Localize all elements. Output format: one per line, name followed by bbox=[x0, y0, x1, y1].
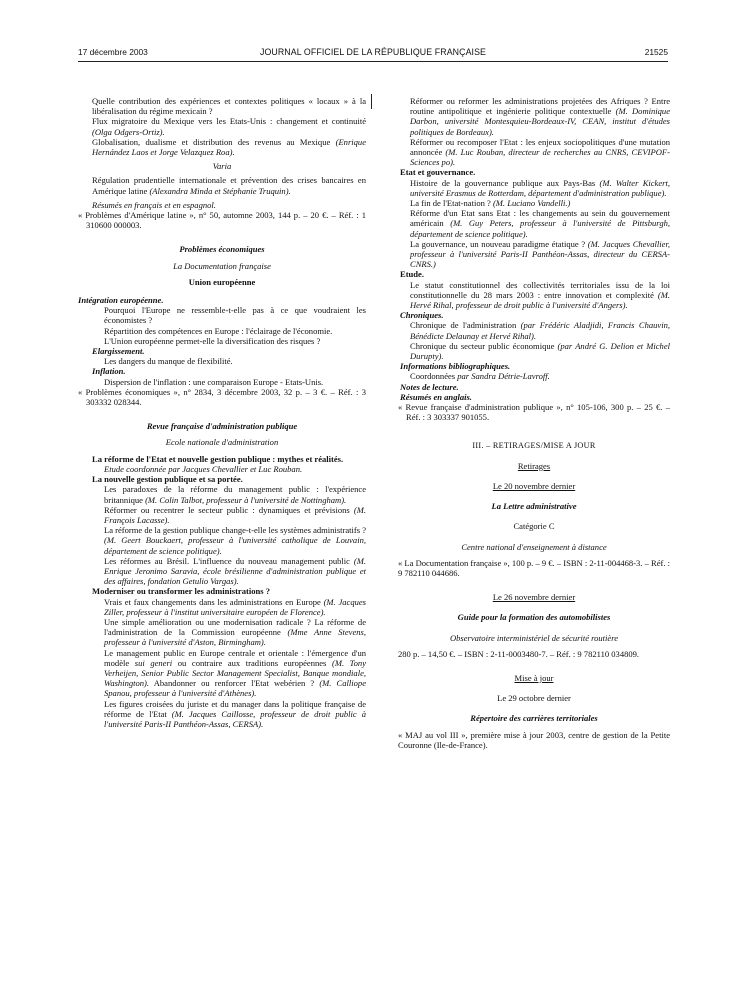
entry: Réformer ou recomposer l'Etat : les enjeux sociopolitiques d'une mutation annoncée (M. Luc Rouban, directeur de recherches au CNRS, CEVIPOF-Sciences po). bbox=[410, 136, 670, 168]
section-title: Union européenne bbox=[188, 276, 256, 287]
column-divider bbox=[371, 94, 372, 109]
header-rule bbox=[78, 61, 668, 62]
entry: Chronique de l'administration (par Frédéric Aladjidi, Francis Chauvin, Bénédicte Delaunay et Hervé Rihal). bbox=[410, 320, 670, 341]
publisher: Centre national d'enseignement à distance bbox=[461, 541, 607, 552]
entry: Répartition des compétences en Europe : l'éclairage de l'économie. bbox=[104, 325, 333, 336]
section-heading: III. – RETIRAGES/MISE A JOUR bbox=[472, 440, 596, 450]
header-date: 17 décembre 2003 bbox=[78, 47, 148, 57]
entry: L'Union européenne permet-elle la diversification des risques ? bbox=[104, 335, 321, 346]
publication-title: Revue française d'administration publique bbox=[146, 421, 298, 432]
subsection: Intégration européenne. bbox=[78, 295, 164, 306]
entry: Réformer ou recentrer le secteur public : dynamiques et prévisions (M. François Lacasse). bbox=[104, 504, 366, 525]
publication-title: La Lettre administrative bbox=[491, 501, 577, 512]
entry: Une simple amélioration ou une modernisation radicale ? La réforme de l'administration de la Commission européenne (Mme Anne Stevens, professeur à l'université d'Aston, Birmingham). bbox=[104, 616, 366, 648]
reference: 280 p. – 14,50 €. – ISBN : 2-11-0003480-7. – Réf. : 9 782110 034809. bbox=[398, 648, 640, 659]
subsection: Elargissement. bbox=[92, 346, 145, 357]
reference: « La Documentation française », 100 p. – 9 €. – ISBN : 2-11-004468-3. – Réf. : 9 782110 044686. bbox=[398, 557, 670, 578]
reference: « Problèmes d'Amérique latine », n° 50, automne 2003, 144 p. – 20 €. – Réf. : 1 310600 000003. bbox=[78, 210, 366, 231]
reference: « Problèmes économiques », n° 2834, 3 décembre 2003, 32 p. – 3 €. – Réf. : 3 303332 028344. bbox=[78, 386, 366, 408]
entry: Chronique du secteur public économique (par André G. Delion et Michel Durupty). bbox=[410, 340, 671, 362]
publication-title: Répertoire des carrières territoriales bbox=[470, 713, 598, 724]
entry: Réformer ou reformer les administrations projetées des Afriques ? Entre routine antipolitique et ingénierie politique contextuelle (M. Dominique Darbon, université Montesquieu-Bordeaux-IV, CEAN, institut d'études politiques de Bordeaux). bbox=[410, 96, 670, 137]
subsection: La réforme de l'Etat et nouvelle gestion publique : mythes et réalités. bbox=[92, 453, 344, 464]
entry: Quelle contribution des expériences et contextes politiques « locaux » à la libéralisation du régime mexicain ? bbox=[92, 96, 366, 117]
entry: Les figures croisées du juriste et du manager dans la politique française de réforme de l'Etat (M. Jacques Caillosse, professeur de droit public à l'université Paris-II Panthéon-Assas, CERSA). bbox=[104, 698, 366, 729]
entry: Le management public en Europe centrale et orientale : l'émergence d'un modèle sui generi ou contraire aux traditions européennes (M. Tony Verheijen, Senior Public Sector Management Specialist, Banque mondiale, Washington). Abandonner ou renforcer l'Etat webérien ? (M. Calliope Spanou, professeur à l'université d'Athènes). bbox=[104, 647, 366, 699]
entry: Les dangers du manque de flexibilité. bbox=[104, 356, 233, 367]
entry: Le statut constitutionnel des collectivités territoriales issu de la loi constitutionnelle du 28 mars 2003 : entre innovation et complexité (M. Hervé Rihal, professeur de droit public à l'université d'Angers). bbox=[410, 279, 670, 311]
reference: « MAJ au vol III », première mise à jour 2003, centre de gestion de la Petite Couronne (Ile-de-France). bbox=[398, 729, 670, 750]
subsection: Inflation. bbox=[92, 366, 126, 377]
entry: Flux migratoire du Mexique vers les Etats-Unis : changement et continuité (Olga Odgers-Ortiz). bbox=[92, 116, 366, 137]
entry: Régulation prudentielle internationale et prévention des crises bancaires en Amérique latine (Alexandra Minda et Stéphanie Truquin). bbox=[92, 175, 366, 196]
right-column bbox=[398, 96, 670, 750]
entry: Coordonnées par Sandra Détrie-Lavroff. bbox=[410, 371, 550, 382]
subsection: Informations bibliographiques. bbox=[400, 361, 511, 372]
subsection: Moderniser ou transformer les administrations ? bbox=[92, 586, 270, 597]
page-header bbox=[78, 47, 668, 61]
section-title: Mise à jour bbox=[514, 672, 554, 683]
publication-title: Guide pour la formation des automobilistes bbox=[457, 612, 611, 623]
reference: « Revue française d'administration publique », n° 105-106, 300 p. – 25 €. – Réf. : 3 303337 901055. bbox=[398, 402, 670, 423]
entry: Dispersion de l'inflation : une comparaison Europe - Etats-Unis. bbox=[104, 376, 324, 387]
subsection: Notes de lecture. bbox=[400, 381, 459, 392]
publisher: La Documentation française bbox=[173, 260, 271, 271]
header-journal-title: JOURNAL OFFICIEL DE LA RÉPUBLIQUE FRANÇAISE bbox=[259, 47, 487, 57]
publisher: Ecole nationale d'administration bbox=[165, 437, 279, 448]
entry: La gouvernance, un nouveau paradigme étatique ? (M. Jacques Chevallier, professeur à l'université Paris-II Panthéon-Assas, directeur du CERSA-CNRS.) bbox=[410, 238, 670, 270]
subsection: Etat et gouvernance. bbox=[400, 167, 476, 178]
section-title: Retirages bbox=[517, 460, 551, 471]
entry: Etude coordonnée par Jacques Chevallier et Luc Rouban. bbox=[104, 463, 303, 474]
date-heading: Le 20 novembre dernier bbox=[492, 480, 576, 491]
subsection: La nouvelle gestion publique et sa portée. bbox=[92, 474, 243, 485]
entry: Les paradoxes de la réforme du management public : l'expérience britannique (M. Colin Talbot, professeur à l'université de Nottingham). bbox=[104, 484, 366, 505]
header-page-number: 21525 bbox=[644, 47, 668, 57]
entry: La réforme de la gestion publique change-t-elle les systèmes administratifs ? (M. Geert Bouckaert, professeur à l'université catholique de Louvain, département de science politique). bbox=[104, 525, 367, 556]
subsection: Résumés en anglais. bbox=[400, 391, 472, 402]
entry: Réforme d'un Etat sans Etat : les changements au sein du gouvernement américain (M. Guy Peters, professeur à l'université de Pittsburgh, département de science politique). bbox=[410, 208, 670, 239]
entry: Les réformes au Brésil. L'influence du nouveau management public (M. Enrique Jeronimo Saravia, école brésilienne d'administration publique et des affaires, fondation Getulio Vargas). bbox=[104, 555, 367, 587]
entry: Résumés en français et en espagnol. bbox=[92, 199, 216, 210]
section-title: Varia bbox=[212, 161, 232, 172]
entry: Pourquoi l'Europe ne ressemble-t-elle pas à ce que voudraient les économistes ? bbox=[104, 305, 366, 326]
entry: Histoire de la gouvernance publique aux Pays-Bas (M. Walter Kickert, université Erasmus de Rotterdam, département d'administration publique). bbox=[410, 177, 670, 198]
publication-title: Problèmes économiques bbox=[179, 244, 265, 255]
entry: Vrais et faux changements dans les administrations en Europe (M. Jacques Ziller, professeur à l'institut universitaire européen de Florence). bbox=[104, 596, 366, 617]
date-heading: Le 29 octobre dernier bbox=[497, 693, 571, 704]
subsection: Etude. bbox=[400, 269, 424, 280]
left-column bbox=[78, 96, 366, 729]
entry: La fin de l'Etat-nation ? (M. Luciano Vandelli.) bbox=[410, 198, 571, 209]
entry: Globalisation, dualisme et distribution des revenus au Mexique (Enrique Hernández Laos et Jorge Velazquez Roa). bbox=[92, 136, 366, 158]
category: Catégorie C bbox=[513, 521, 555, 532]
publisher: Observatoire interministériel de sécurité routière bbox=[449, 632, 619, 643]
subsection: Chroniques. bbox=[400, 310, 444, 321]
date-heading: Le 26 novembre dernier bbox=[492, 592, 576, 603]
